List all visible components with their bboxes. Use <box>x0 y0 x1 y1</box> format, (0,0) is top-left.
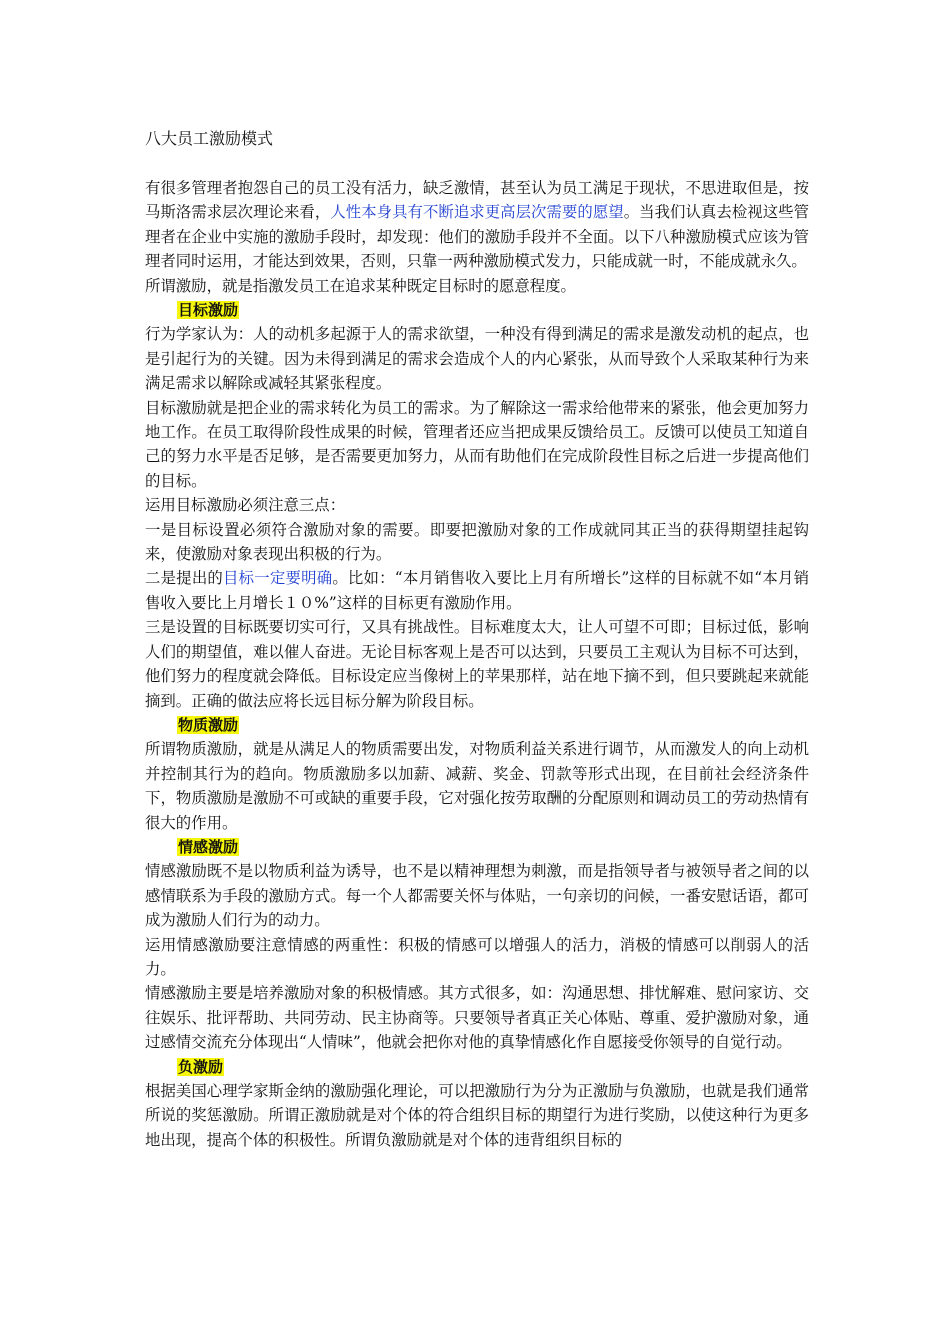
paragraph: 二是提出的目标一定要明确。比如：“本月销售收入要比上月有所增长”这样的目标就不如“本月销售收入要比上月增长１０%”这样的目标更有激励作用。 <box>145 569 809 612</box>
hyperlink-human-nature[interactable]: 人性本身具有不断追求更高层次需要的愿望 <box>330 203 624 222</box>
paragraph: 行为学家认为：人的动机多起源于人的需求欲望，一种没有得到满足的需求是激发动机的起点，也是引起行为的关键。因为未得到满足的需求会造成个人的内心紧张，从而导致个人采取某种行为来满足需求以解除或减轻其紧张程度。 <box>145 325 809 393</box>
intro-paragraph: 有很多管理者抱怨自己的员工没有活力，缺乏激情，甚至认为员工满足于现状，不思进取但是，按马斯洛需求层次理论来看，人性本身具有不断追求更高层次需要的愿望。当我们认真去检视这些管理者在企业中实施的激励手段时，却发现：他们的激励手段并不全面。以下八种激励模式应该为管理者同时运用，才能达到效果，否则，只靠一两种激励模式发力，只能成就一时，不能成就永久。 <box>145 179 809 271</box>
definition-paragraph: 所谓激励，就是指激发员工在追求某种既定目标时的愿意程度。 <box>145 276 576 295</box>
section-heading-negative: 负激励 <box>178 1057 224 1076</box>
section-heading-material: 物质激励 <box>178 715 239 734</box>
paragraph: 目标激励就是把企业的需求转化为员工的需求。为了解除这一需求给他带来的紧张，他会更加努力地工作。在员工取得阶段性成果的时候，管理者还应当把成果反馈给员工。反馈可以使员工知道自己的努力水平是否足够，是否需要更加努力，从而有助他们在完成阶段性目标之后进一步提高他们的目标。 <box>145 398 809 490</box>
paragraph: 运用情感激励要注意情感的两重性：积极的情感可以增强人的活力，消极的情感可以削弱人的活力。 <box>145 935 809 978</box>
paragraph: 三是设置的目标既要切实可行，又具有挑战性。目标难度太大，让人可望不可即；目标过低，影响人们的期望值，难以催人奋进。无论目标客观上是否可以达到，只要员工主观认为目标不可达到，他们努力的程度就会降低。目标设定应当像树上的苹果那样，站在地下摘不到，但只要跳起来就能摘到。正确的做法应将长远目标分解为阶段目标。 <box>145 618 809 710</box>
paragraph: 所谓物质激励，就是从满足人的物质需要出发，对物质利益关系进行调节，从而激发人的向上动机并控制其行为的趋向。物质激励多以加薪、减薪、奖金、罚款等形式出现，在目前社会经济条件下，物质激励是激励不可或缺的重要手段，它对强化按劳取酬的分配原则和调动员工的劳动热情有很大的作用。 <box>145 740 809 832</box>
paragraph: 运用目标激励必须注意三点： <box>145 496 346 515</box>
paragraph: 一是目标设置必须符合激励对象的需要。即要把激励对象的工作成就同其正当的获得期望挂起钩来，使激励对象表现出积极的行为。 <box>145 520 809 564</box>
hyperlink-clear-goal[interactable]: 目标一定要明确 <box>223 569 333 588</box>
paragraph: 情感激励主要是培养激励对象的积极情感。其方式很多，如：沟通思想、排忧解难、慰问家访、交往娱乐、批评帮助、共同劳动、民主协商等。只要领导者真正关心体贴、尊重、爱护激励对象，通过感情交流充分体现出“人情味”，他就会把你对他的真挚情感化作自愿接受你领导的自觉行动。 <box>145 984 809 1052</box>
document-body <box>145 176 809 1152</box>
paragraph: 情感激励既不是以物质利益为诱导，也不是以精神理想为刺激，而是指领导者与被领导者之间的以感情联系为手段的激励方式。每一个人都需要关怀与体贴，一句亲切的问候，一番安慰话语，都可成为激励人们行为的动力。 <box>145 862 809 930</box>
document-title: 八大员工激励模式 <box>145 129 274 148</box>
paragraph: 根据美国心理学家斯金纳的激励强化理论，可以把激励行为分为正激励与负激励，也就是我们通常所说的奖惩激励。所谓正激励就是对个体的符合组织目标的期望行为进行奖励，以使这种行为更多地出现，提高个体的积极性。所谓负激励就是对个体的违背组织目标的 <box>145 1081 809 1149</box>
section-heading-goal: 目标激励 <box>178 301 239 320</box>
section-heading-emotion: 情感激励 <box>178 837 239 856</box>
